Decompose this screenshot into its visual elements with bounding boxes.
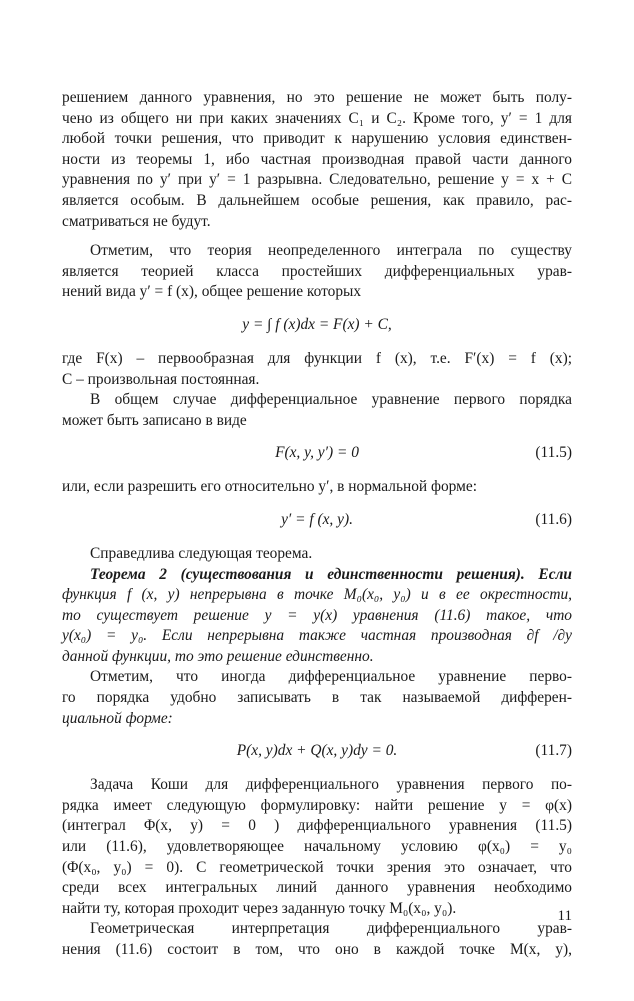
formula-text: P(x, y)dx + Q(x, y)dy = 0. xyxy=(236,742,398,760)
paragraph-antiderivative xyxy=(62,349,572,390)
text-line: нений вида y′ = f (x), общее решение которых xyxy=(62,283,362,301)
text-line: является теорией класса простейших дифференциальных урав- xyxy=(62,262,572,280)
paragraph-geometric-interpretation xyxy=(62,919,572,960)
paragraph-normal-form xyxy=(62,477,572,498)
text-line: решением данного уравнения, но это решение не может быть полу- xyxy=(62,89,572,106)
formula-number: (11.5) xyxy=(535,444,572,462)
text-line: то существует решение y = y(x) уравнения (11.6) такое, что xyxy=(62,606,572,624)
formula-number: (11.7) xyxy=(535,742,572,760)
text-line: (Φ(x₀, y₀) = 0). С геометрической точки зрения это означает, что xyxy=(62,858,572,876)
text-line: данной функции, то это решение единственно. xyxy=(62,647,374,665)
text-line: является особым. В дальнейшем особые решения, как правило, рас- xyxy=(62,191,572,209)
paragraph-differential-form xyxy=(62,667,572,729)
text-line: уравнения по y′ при y′ = 1 разрывна. Следовательно, решение y = x + C xyxy=(62,171,572,189)
page-body xyxy=(62,88,572,961)
formula-11-7 xyxy=(62,739,572,763)
text-line: Задача Коши для дифференциального уравнения первого по- xyxy=(90,776,572,794)
text-line: y(x₀) = y₀. Если непрерывна также частная производная ∂f /∂y xyxy=(62,627,572,645)
text-line: найти ту, которая проходит через заданную точку M₀(x₀, y₀). xyxy=(62,899,457,917)
paragraph-general-case xyxy=(62,390,572,431)
text-line: чено из общего ни при каких значениях C₁ и C₂. Кроме того, y′ = 1 для xyxy=(62,109,572,127)
page-number: 11 xyxy=(557,908,572,924)
text-line: Справедлива следующая теорема. xyxy=(90,544,313,562)
text-line: Геометрическая интерпретация дифференциального урав- xyxy=(90,920,572,938)
paragraph-special-solution xyxy=(62,88,572,232)
text-line: может быть записано в виде xyxy=(62,411,247,429)
formula-number: (11.6) xyxy=(535,510,572,528)
formula-text: F(x, y, y′) = 0 xyxy=(275,444,359,462)
text-line: В общем случае дифференциальное уравнение первого порядка xyxy=(90,391,572,409)
text-line: C – произвольная постоянная. xyxy=(62,370,260,388)
text-line: ности из теоремы 1, ибо частная производная правой части данного xyxy=(62,150,572,168)
text-line: сматриваться не будут. xyxy=(62,212,211,230)
theorem-title: Теорема 2 (существования и единственности решения). Если xyxy=(90,565,572,583)
paragraph-cauchy-problem xyxy=(62,775,572,919)
text-line: циальной форме: xyxy=(62,709,173,727)
text-line: функция f (x, y) непрерывна в точке M₀(x₀, y₀) и в ее окрестности, xyxy=(62,586,572,604)
text-line: Отметим, что иногда дифференциальное уравнение перво- xyxy=(90,668,572,686)
text-line: рядка имеет следующую формулировку: найти решение y = φ(x) xyxy=(62,796,572,814)
formula-11-5 xyxy=(62,441,572,465)
paragraph-theorem xyxy=(62,544,572,668)
text-line: или (11.6), удовлетворяющее начальному условию φ(x₀) = y₀ xyxy=(62,838,572,856)
formula-text: y′ = f (x, y). xyxy=(281,510,353,528)
text-line: любой точки решения, что приводит к нарушению условия единствен- xyxy=(62,130,572,148)
formula-11-6 xyxy=(62,508,572,532)
text-line: нения (11.6) состоит в том, что оно в каждой точке M(x, y), xyxy=(62,941,572,958)
text-line: среди всех интегральных линий данного уравнения необходимо xyxy=(62,879,572,897)
formula-general-solution xyxy=(62,313,572,337)
text-line: Отметим, что теория неопределенного интеграла по существу xyxy=(90,242,572,260)
text-line: (интеграл Φ(x, y) = 0 ) дифференциального уравнения (11.5) xyxy=(62,817,572,835)
text-line: где F(x) – первообразная для функции f (x), т.е. F′(x) = f (x); xyxy=(62,349,572,367)
text-line: или, если разрешить его относительно y′, в нормальной форме: xyxy=(62,478,477,496)
formula-text: y = ∫ f (x)dx = F(x) + C, xyxy=(242,315,392,333)
paragraph-indefinite-integral xyxy=(62,241,572,303)
text-line: го порядка удобно записывать в так называемой дифферен- xyxy=(62,689,572,707)
